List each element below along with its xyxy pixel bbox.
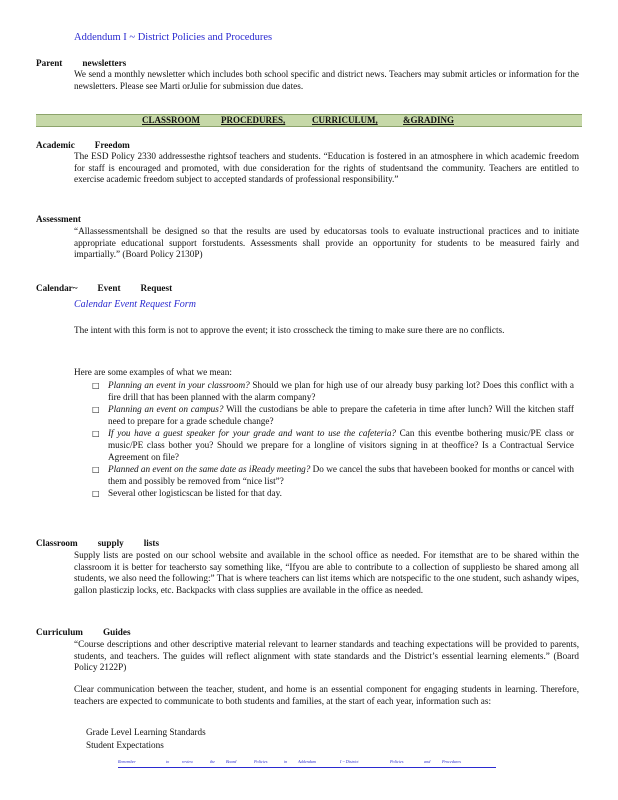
- calendar-event-request-form-link[interactable]: Calendar Event Request Form: [74, 299, 196, 310]
- calendar-intent-text: The intent with this form is not to approve the event; it isto crosscheck the timing to make sure there are no conflicts.: [74, 325, 505, 335]
- calendar-event-request-heading: [36, 283, 172, 293]
- heading-word: Classroom: [36, 538, 78, 548]
- academic-freedom-body: The ESD Policy 2330 addressesthe rightsof teachers and students. “Education is fostered in an atmosphere in which academic freedom for staff is encouraged and promoted, with due consideration for the rights of studentsand the community. Teachers are entitled to exercise academic freedom subject to accepted standards of professional responsibility.”: [74, 151, 579, 185]
- checkbox-bullet-icon: □: [92, 381, 100, 390]
- examples-intro: Here are some examples of what we mean:: [74, 367, 232, 377]
- assessment-heading: Assessment: [36, 214, 81, 224]
- footer-word: I ~ District: [340, 759, 359, 764]
- examples-list: [92, 380, 574, 501]
- heading-word: Guides: [102, 627, 131, 637]
- heading-word: Parent: [36, 58, 63, 68]
- list-item: Student Expectations: [86, 739, 164, 750]
- classroom-supply-lists-heading: [36, 538, 159, 548]
- heading-word: Academic: [36, 140, 75, 150]
- list-item: [92, 488, 574, 500]
- checkbox-bullet-icon: □: [92, 489, 100, 499]
- footer-word: the: [210, 759, 216, 764]
- bullet-lead: Planned an event on the same date as iReady meeting?: [108, 464, 311, 475]
- bullet-text: Do we cancel the subs that havebeen booked for months or cancel with them and possibly be removed from “nice list”?: [108, 464, 574, 486]
- footer-word: and: [424, 759, 431, 764]
- bullet-text: Several other logisticscan be listed for that day.: [108, 488, 282, 499]
- parent-newsletters-heading: [36, 58, 126, 68]
- list-item: [92, 464, 574, 487]
- footer-note: [118, 759, 496, 768]
- checkbox-bullet-icon: □: [92, 405, 100, 415]
- curriculum-items-list: [86, 726, 206, 751]
- banner-word: &GRADING: [403, 115, 454, 125]
- footer-link[interactable]: Addendum: [298, 759, 316, 764]
- banner-word: CLASSROOM: [142, 115, 201, 125]
- curriculum-guides-body: “Course descriptions and other descriptive material relevant to learner standards and teaching expectations will be provided to parents, students, and teachers. The guides will reflect alignment with state standards and the District’s essential learning elements.” (Board Policy 2122P): [74, 639, 579, 673]
- heading-word: Freedom: [94, 140, 130, 150]
- curriculum-communication-text: Clear communication between the teacher, student, and home is an essential component for engaging students in learning. Therefore, teachers are expected to communicate to both students and families, at the start of each year, information such as:: [74, 684, 579, 706]
- section-banner: [36, 114, 582, 127]
- bullet-text: Will the custodians be able to prepare the cafeteria in time after lunch? Will the kitchen staff need to prepare for a grade schedule change?: [108, 404, 574, 426]
- heading-word: newsletters: [82, 58, 127, 68]
- parent-newsletters-body: We send a monthly newsletter which includes both school specific and district news. Teachers may submit articles or information for the newsletters. Please see Marti orJulie for submission due dates.: [74, 69, 579, 91]
- footer-word: Board: [226, 759, 237, 764]
- heading-word: Curriculum: [36, 627, 83, 637]
- footer-word: Policies: [254, 759, 268, 764]
- heading-word: Calendar~: [36, 283, 78, 293]
- footer-word: Remember: [118, 759, 136, 764]
- checkbox-bullet-icon: □: [92, 465, 100, 475]
- heading-word: Request: [140, 283, 173, 293]
- bullet-text: Can this eventbe bothering music/PE class or music/PE class bother you? Should we prepare for a longline of visitors signing in at theoffice? Is a Contractual Service Agreement on file?: [108, 428, 574, 462]
- bullet-text: Should we plan for high use of our already busy parking lot? Does this conflict with a fire drill that has been planned with the alarm company?: [108, 380, 574, 402]
- list-item: Grade Level Learning Standards: [86, 727, 206, 737]
- footer-word: in: [284, 759, 288, 764]
- addendum-title: Addendum I ~ District Policies and Procedures: [74, 32, 273, 43]
- footer-word: Procedures: [442, 759, 461, 764]
- bullet-lead: Planning an event on campus?: [108, 404, 224, 415]
- checkbox-bullet-icon: □: [92, 429, 100, 439]
- list-item: [92, 428, 574, 463]
- bullet-lead: Planning an event in your classroom?: [108, 380, 250, 390]
- banner-word: CURRICULUM,: [312, 115, 378, 125]
- assessment-body: “Allassessmentshall be designed so that the results are used by educatorsas tools to evaluate instructional practices and to initiate appropriate educational support forstudents. Assessments shall provide an opportunity for students to be measured fairly and impartially.” (Board Policy 2130P): [74, 226, 579, 260]
- heading-word: lists: [143, 538, 160, 548]
- footer-word: to: [166, 759, 170, 764]
- heading-word: Event: [97, 283, 121, 293]
- banner-word: PROCEDURES,: [221, 115, 286, 125]
- list-item: [92, 380, 574, 403]
- footer-word: review: [182, 759, 194, 764]
- curriculum-guides-heading: [36, 627, 131, 637]
- classroom-supply-lists-body: Supply lists are posted on our school website and available in the school office as needed. For itemsthat are to be shared within the classroom it is better for teachersto say something like, “Ifyou are able to contribute to a collection of suppliesto be shared among all students, we also need the following:” That is where teachers can list items which are notspecific to the one student, such ashandy wipes, gallon plasticzip locks, etc. Backpacks with class supplies are available in the office as needed.: [74, 550, 579, 595]
- list-item: [92, 404, 574, 427]
- heading-word: supply: [97, 538, 124, 548]
- academic-freedom-heading: [36, 140, 130, 150]
- bullet-lead: If you have a guest speaker for your grade and want to use the cafeteria?: [108, 428, 397, 439]
- footer-word: Policies: [390, 759, 404, 764]
